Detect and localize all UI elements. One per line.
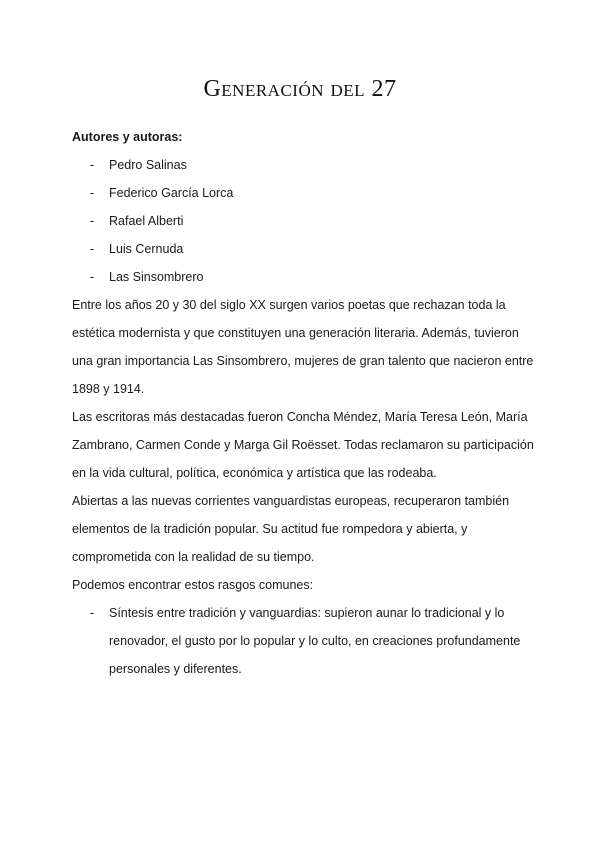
author-name: Las Sinsombrero [109, 270, 204, 284]
list-item [72, 263, 534, 291]
list-item [72, 207, 534, 235]
list-item [72, 151, 534, 179]
list-item [72, 179, 534, 207]
paragraph-traits-intro: Podemos encontrar estos rasgos comunes: [72, 578, 314, 592]
paragraph-writers: Las escritoras más destacadas fueron Concha Méndez, María Teresa León, María Zambrano, Carmen Conde y Marga Gil Roësset. Todas reclamaron su participación en la vida cultural, política, económica y artística que las rodeaba. [72, 410, 534, 480]
paragraph-intro: Entre los años 20 y 30 del siglo XX surgen varios poetas que rechazan toda la estética modernista y que constituyen una generación literaria. Además, tuvieron una gran importancia Las Sinsombrero, mujeres de gran talento que nacieron entre 1898 y 1914. [72, 298, 534, 396]
authors-heading: Autores y autoras: [72, 130, 183, 144]
trait-text: Síntesis entre tradición y vanguardias: supieron aunar lo tradicional y lo renovador, el gusto por lo popular y lo culto, en creaciones profundamente personales y diferentes. [109, 606, 521, 676]
document-body [72, 123, 534, 683]
list-item [72, 599, 534, 683]
author-name: Federico García Lorca [109, 186, 234, 200]
paragraph-vanguard: Abiertas a las nuevas corrientes vanguardistas europeas, recuperaron también elementos de la tradición popular. Su actitud fue rompedora y abierta, y comprometida con la realidad de su tiempo. [72, 494, 510, 564]
author-name: Pedro Salinas [109, 158, 187, 172]
authors-list [72, 151, 534, 291]
bullet-dash: - [90, 606, 95, 620]
bullet-dash: - [90, 158, 95, 172]
author-name: Luis Cernuda [109, 242, 184, 256]
bullet-dash: - [90, 242, 95, 256]
bullet-dash: - [90, 214, 95, 228]
bullet-dash: - [90, 186, 95, 200]
page-title: Generación del 27 [203, 76, 397, 102]
traits-list [72, 599, 534, 683]
bullet-dash: - [90, 270, 95, 284]
list-item [72, 235, 534, 263]
author-name: Rafael Alberti [109, 214, 184, 228]
